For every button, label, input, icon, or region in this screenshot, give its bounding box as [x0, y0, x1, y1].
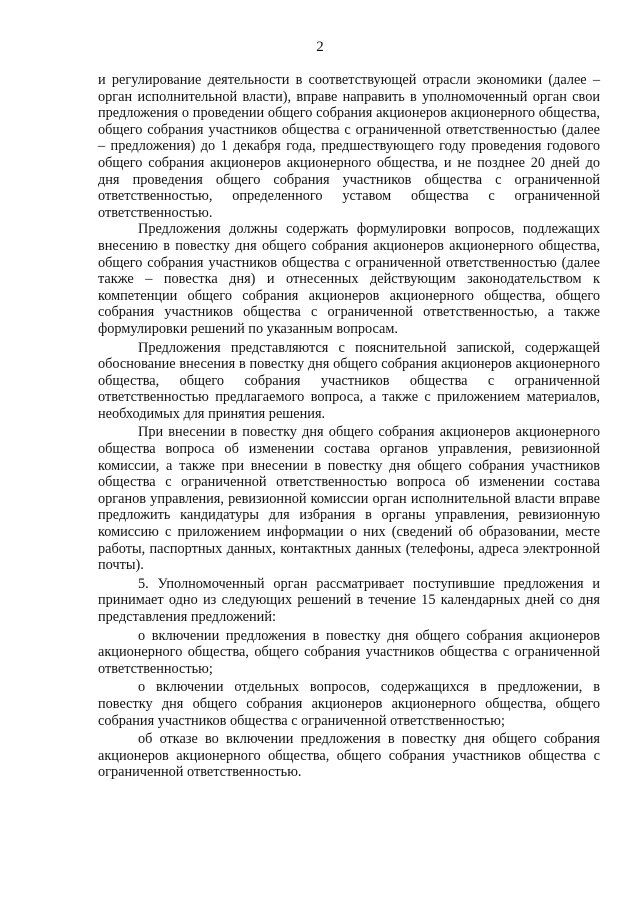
- paragraph-proposal-content: Предложения должны содержать формулировки вопросов, подлежащих внесению в повестку дня общего собрания акционеров акционерного общества, общего собрания участников общества с ограниченной ответственностью (далее также – повестка дня) и отнесенных действующим законодательством к компетенции общего собрания акционеров акционерного общества, общего собрания участников общества с ограниченной ответственностью, а также формулировки решений по указанным вопросам.: [98, 221, 600, 337]
- paragraph-candidates: При внесении в повестку дня общего собрания акционеров акционерного общества вопроса об изменении состава органов управления, ревизионной комиссии, а также при внесении в повестку дня общего собрания участников общества с ограниченной ответственностью вопроса об изменении состава органов управления, ревизионной комиссии орган исполнительной власти вправе предложить кандидатуры для избрания в органы управления, ревизионную комиссию с приложением информации о них (сведений об образовании, месте работы, паспортных данных, контактных данных (телефоны, адреса электронной почты).: [98, 424, 600, 574]
- paragraph-item-5: 5. Уполномоченный орган рассматривает поступившие предложения и принимает одно из следующих решений в течение 15 календарных дней со дня представления предложений:: [98, 575, 600, 625]
- paragraph-option-refuse: об отказе во включении предложения в повестку дня общего собрания акционеров акционерного общества, общего собрания участников общества с ограниченной ответственностью.: [98, 731, 600, 781]
- page-number: 2: [316, 39, 324, 55]
- document-body: [98, 72, 600, 781]
- paragraph-continuation: и регулирование деятельности в соответствующей отрасли экономики (далее – орган исполнительной власти), вправе направить в уполномоченный орган свои предложения о проведении общего собрания акционеров акционерного общества, общего собрания участников общества с ограниченной ответственностью (далее – предложения) до 1 декабря года, предшествующего году проведения годового общего собрания акционеров акционерного общества, и не позднее 20 дней до дня проведения общего собрания участников общества с ограниченной ответственностью, определенного уставом общества с ограниченной ответственностью.: [98, 72, 600, 221]
- paragraph-option-partial: о включении отдельных вопросов, содержащихся в предложении, в повестку дня общего собрания акционеров акционерного общества, общего собрания участников общества с ограниченной ответственностью;: [98, 679, 600, 729]
- paragraph-option-include: о включении предложения в повестку дня общего собрания акционеров акционерного общества, общего собрания участников общества с ограниченной ответственностью;: [98, 627, 600, 677]
- paragraph-explanatory-note: Предложения представляются с пояснительной запиской, содержащей обоснование внесения в повестку дня общего собрания акционеров акционерного общества, общего собрания участников общества с ограниченной ответственностью предлагаемого вопроса, а также с приложением материалов, необходимых для принятия решения.: [98, 339, 600, 422]
